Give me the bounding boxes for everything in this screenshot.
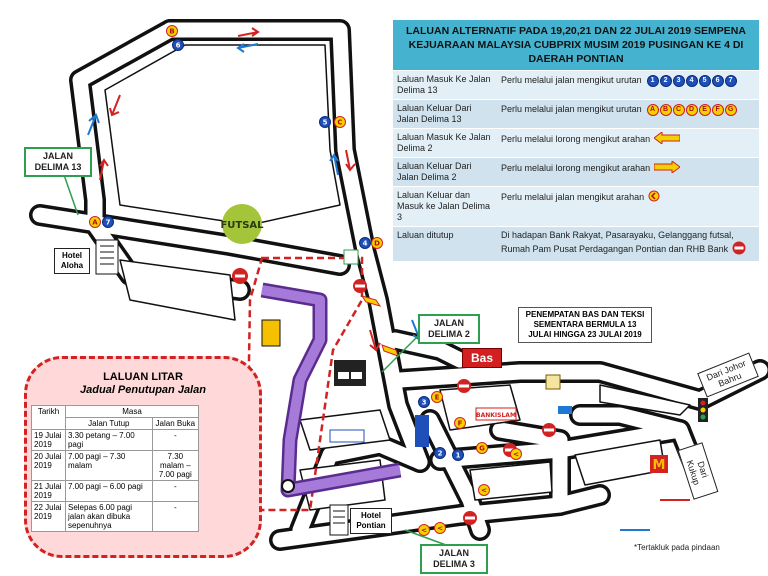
cell-open: - — [152, 502, 198, 532]
svg-text:<: < — [481, 486, 487, 495]
table-row — [32, 451, 199, 481]
route-legend-description: Perlu melalui lorong mengikut arahan — [501, 133, 651, 144]
route-legend-desc-cell — [497, 71, 759, 99]
marker-circle: A — [647, 104, 659, 116]
svg-text:BANKISLAM: BANKISLAM — [476, 412, 516, 419]
svg-text:FUTSAL: FUTSAL — [220, 220, 264, 231]
marker-circle: 3 — [673, 75, 685, 87]
cell-date: 22 Julai 2019 — [32, 502, 66, 532]
blue-number-circles-icon — [646, 74, 737, 87]
svg-text:7: 7 — [105, 218, 111, 227]
timetable-title: LALUAN LITAR — [103, 371, 183, 383]
route-legend-row — [393, 157, 759, 186]
svg-text:M: M — [652, 458, 666, 473]
marker-circle: B — [660, 104, 672, 116]
taxi-icon — [334, 360, 366, 386]
cell-open: 7.30 malam – 7.00 pagi — [152, 451, 198, 481]
svg-text:5: 5 — [322, 118, 328, 127]
route-legend-description: Di hadapan Bank Rakyat, Pasarayaku, Gelanggang futsal, Rumah Pam Pusat Perdagangan Pontian dan RHB Bank — [501, 230, 734, 254]
marker-circle: 6 — [712, 75, 724, 87]
route-legend-row — [393, 186, 759, 226]
label-jalan-delima-3: JALAN DELIMA 3 — [420, 544, 488, 574]
label-dari-kukup: Dari Kukup — [678, 442, 719, 499]
marker-circle: E — [699, 104, 711, 116]
route-legend-title: LALUAN ALTERNATIF PADA 19,20,21 DAN 22 JULAI 2019 SEMPENA KEJUARAAN MALAYSIA CUBPRIX MUSIM 2019 PUSINGAN KE 4 DI DAERAH PONTIAN — [393, 20, 759, 70]
arrow-right-yellow-icon — [654, 161, 680, 176]
route-legend-desc-cell — [497, 129, 759, 157]
route-legend-panel — [393, 20, 759, 288]
route-legend-row — [393, 99, 759, 128]
route-legend-row — [393, 70, 759, 99]
route-legend-description: Perlu melalui lorong mengikut arahan — [501, 162, 651, 173]
cell-date: 20 Julai 2019 — [32, 451, 66, 481]
cell-date: 19 Julai 2019 — [32, 430, 66, 451]
closure-table — [31, 405, 199, 532]
route-legend-description: Perlu melalui jalan mengikut arahan — [501, 191, 645, 202]
route-legend-desc-cell — [497, 100, 759, 128]
svg-text:3: 3 — [421, 398, 427, 407]
svg-text:4: 4 — [362, 239, 368, 248]
svg-text:2: 2 — [437, 449, 443, 458]
svg-text:A: A — [92, 218, 98, 227]
route-legend-description: Perlu melalui jalan mengikut urutan — [501, 103, 642, 114]
traffic-light-icon — [698, 398, 708, 422]
road-closure-timetable — [24, 356, 262, 558]
cell-close: 3.30 petang – 7.00 pagi — [65, 430, 152, 451]
svg-text:B: B — [169, 27, 175, 36]
bus-sign: Bas — [462, 348, 502, 368]
label-jalan-delima-13: JALAN DELIMA 13 — [24, 147, 92, 177]
table-row — [32, 502, 199, 532]
route-legend-label: Laluan Keluar Dari Jalan Delima 2 — [397, 161, 472, 182]
svg-text:<: < — [421, 526, 427, 535]
marker-circle: 5 — [699, 75, 711, 87]
header-masa: Masa — [65, 406, 198, 418]
svg-text:G: G — [479, 444, 485, 453]
route-legend-label: Laluan Masuk Ke Jalan Delima 2 — [397, 132, 491, 153]
cell-close: 7.00 pagi – 7.30 malam — [65, 451, 152, 481]
header-tarikh: Tarikh — [32, 406, 66, 430]
yellow-chevron-circle-icon — [648, 190, 660, 205]
svg-text:E: E — [434, 393, 440, 402]
route-legend-description: Perlu melalui jalan mengikut urutan — [501, 74, 642, 85]
marker-circle: C — [673, 104, 685, 116]
route-legend-row — [393, 226, 759, 261]
route-legend-label: Laluan Keluar Dari Jalan Delima 13 — [397, 103, 472, 124]
cell-date: 21 Julai 2019 — [32, 481, 66, 502]
marker-circle: 4 — [686, 75, 698, 87]
footnote: *Tertakluk pada pindaan — [634, 543, 720, 552]
svg-text:<: < — [513, 450, 519, 459]
route-legend-label: Laluan ditutup — [397, 230, 454, 240]
bus-placement-note: PENEMPATAN BAS DAN TEKSI SEMENTARA BERMULA 13 JULAI HINGGA 23 JULAI 2019 — [518, 307, 652, 343]
route-legend-desc-cell — [497, 187, 759, 226]
marker-circle: D — [686, 104, 698, 116]
no-entry-sign-icon — [732, 241, 746, 258]
table-row — [32, 430, 199, 451]
yellow-letter-circles-icon — [646, 103, 737, 116]
svg-text:F: F — [457, 419, 463, 428]
cell-open: - — [152, 430, 198, 451]
svg-text:6: 6 — [175, 41, 181, 50]
hotel-aloha-label: Hotel Aloha — [54, 248, 90, 274]
timetable-subtitle: Jadual Penutupan Jalan — [80, 384, 206, 396]
route-legend-desc-cell — [497, 158, 759, 186]
cell-close: 7.00 pagi – 6.00 pagi — [65, 481, 152, 502]
hotel-pontian-label: Hotel Pontian — [350, 508, 392, 534]
cell-close: Selepas 6.00 pagi jalan akan dibuka sepenuhnya — [65, 502, 152, 532]
route-legend-row — [393, 128, 759, 157]
marker-circle: G — [725, 104, 737, 116]
cell-open: - — [152, 481, 198, 502]
svg-text:<: < — [437, 524, 443, 533]
route-legend-label: Laluan Keluar dan Masuk ke Jalan Delima 3 — [397, 190, 491, 222]
label-dari-johor-bahru: Dari Johor Bahru — [697, 352, 759, 397]
label-jalan-delima-2: JALAN DELIMA 2 — [418, 314, 480, 344]
marker-circle: 1 — [647, 75, 659, 87]
table-row — [32, 481, 199, 502]
route-legend-label: Laluan Masuk Ke Jalan Delima 13 — [397, 74, 491, 95]
svg-text:1: 1 — [455, 451, 461, 460]
header-jalan-buka: Jalan Buka — [152, 418, 198, 430]
marker-circle: 2 — [660, 75, 672, 87]
arrow-left-yellow-icon — [654, 132, 680, 147]
svg-text:D: D — [374, 239, 380, 248]
header-jalan-tutup: Jalan Tutup — [65, 418, 152, 430]
route-legend-desc-cell — [497, 227, 759, 261]
marker-circle: 7 — [725, 75, 737, 87]
marker-circle: F — [712, 104, 724, 116]
svg-text:C: C — [337, 118, 343, 127]
